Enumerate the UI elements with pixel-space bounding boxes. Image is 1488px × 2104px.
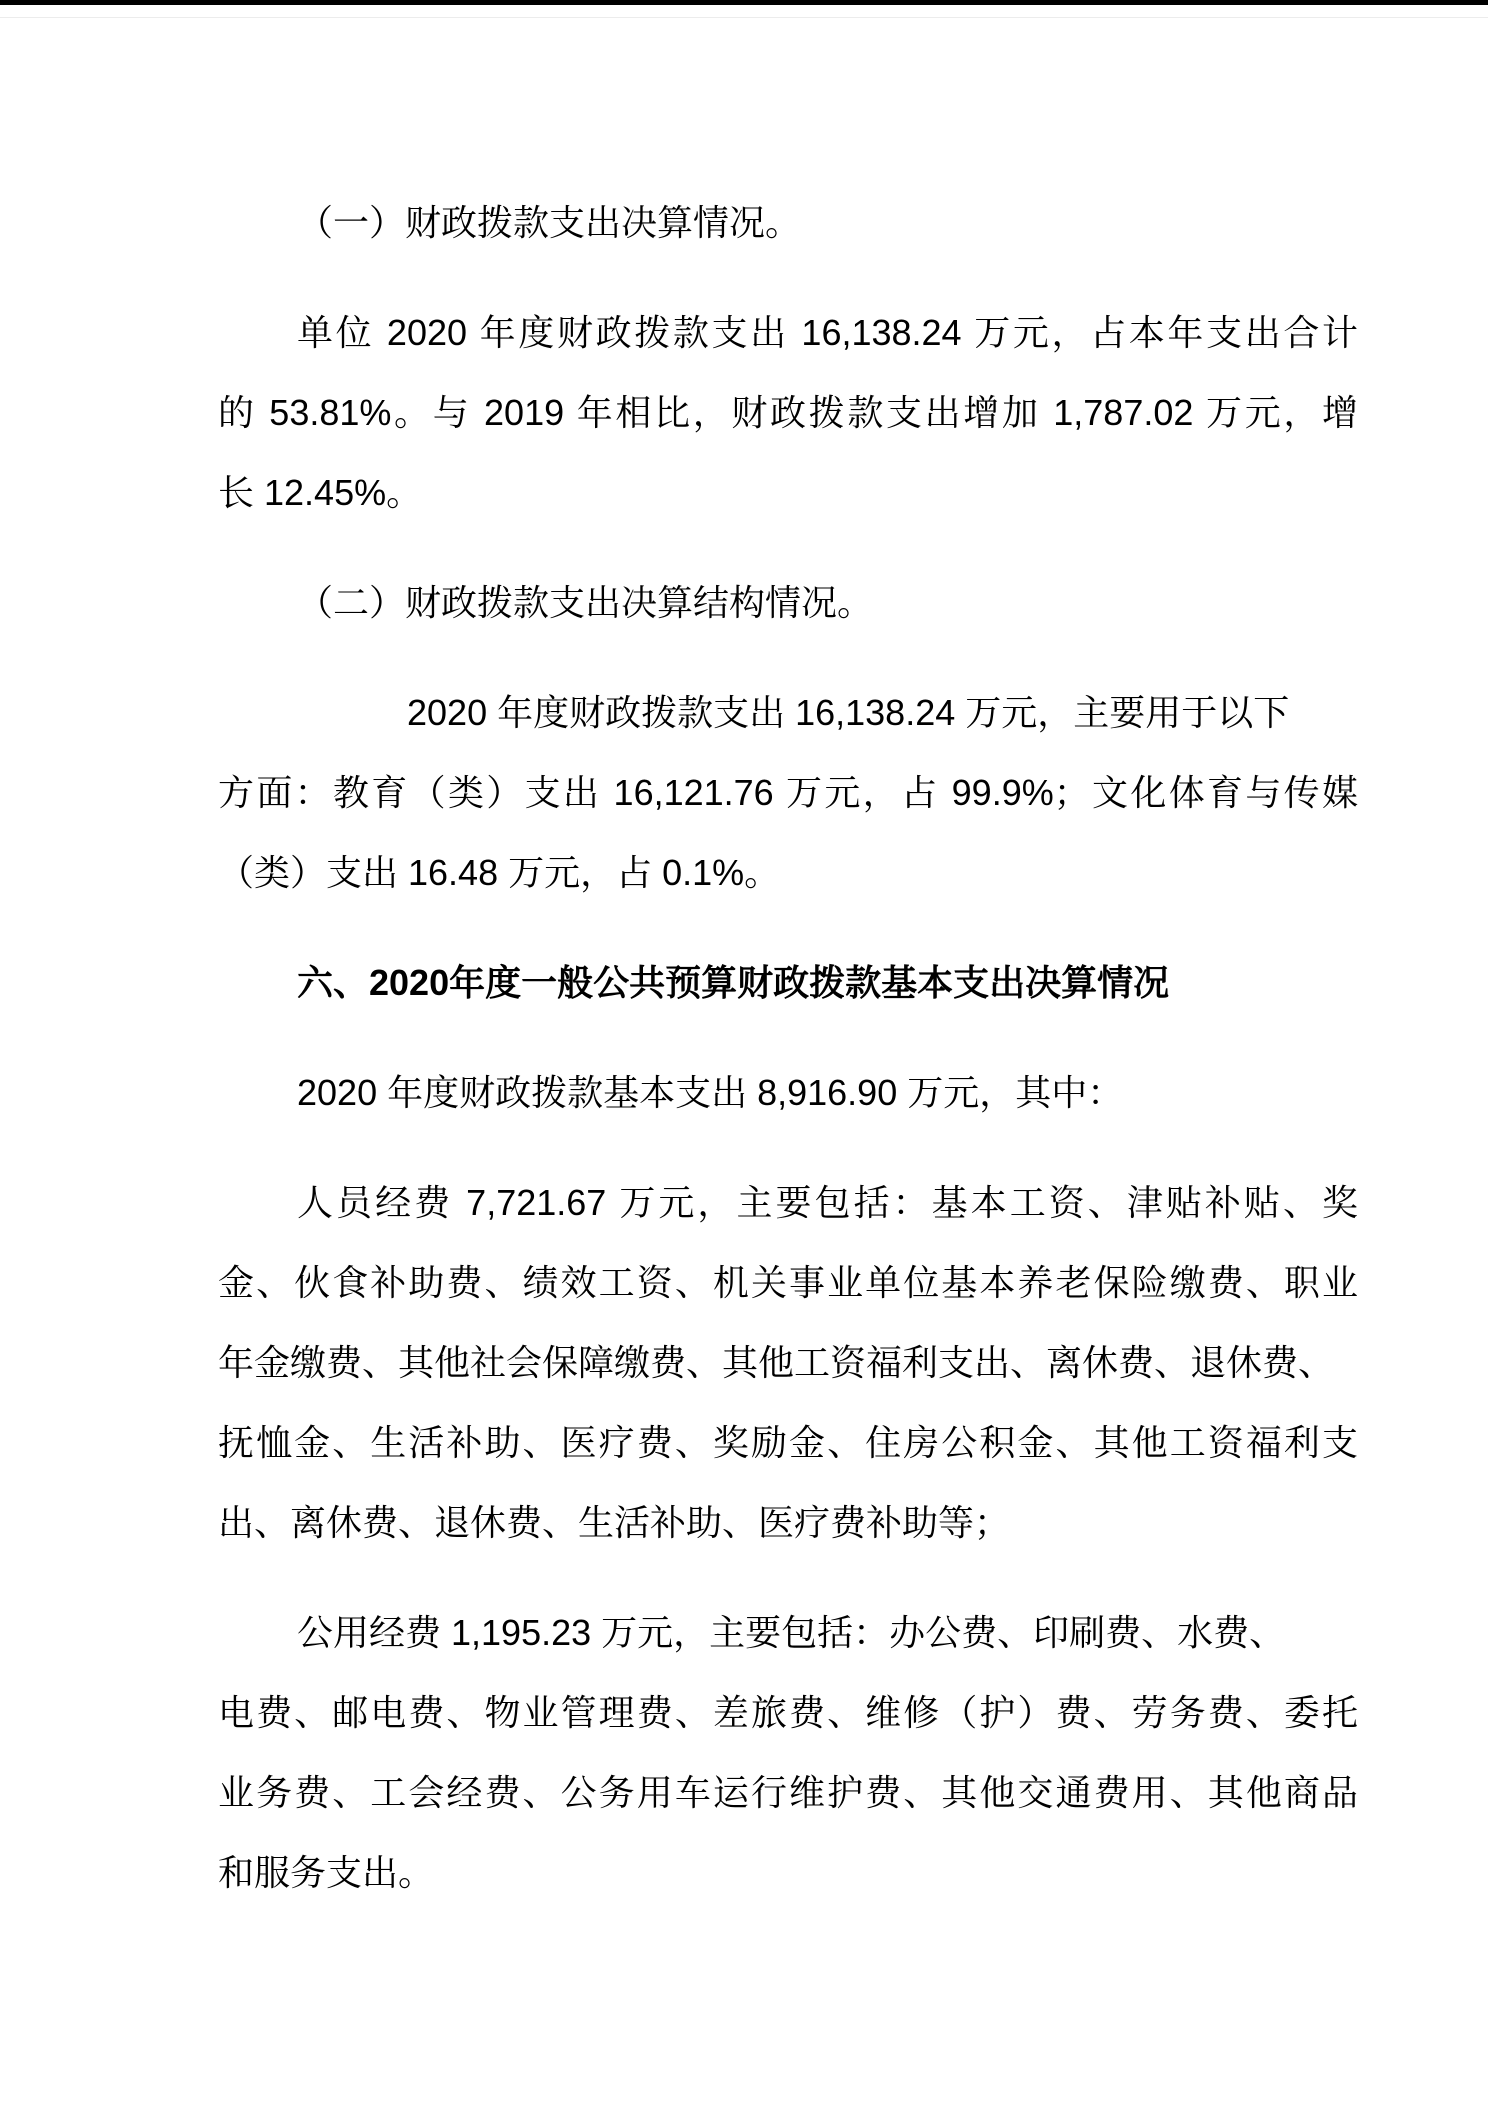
- text-line: 公用经费 1,195.23 万元，主要包括：办公费、印刷费、水费、: [297, 1612, 1286, 1653]
- section-heading-basic-expenditure: [218, 943, 1358, 1023]
- paragraph-personnel-expenses: [218, 1163, 1358, 1563]
- paragraph-expenditure-structure: [218, 673, 1358, 913]
- paragraph-fiscal-expenditure: [218, 293, 1358, 533]
- text-line: 的 53.81%。与 2019 年相比，财政拨款支出增加 1,787.02 万元，增: [218, 392, 1358, 433]
- text-line: 人员经费 7,721.67 万元，主要包括：基本工资、津贴补贴、奖: [297, 1182, 1358, 1223]
- text-line: （类）支出 16.48 万元，占 0.1%。: [218, 852, 781, 893]
- text-line: 长 12.45%。: [218, 472, 423, 513]
- text-line: 金、伙食补助费、绩效工资、机关事业单位基本养老保险缴费、职业: [218, 1262, 1358, 1303]
- text-line: 单位 2020 年度财政拨款支出 16,138.24 万元，占本年支出合计: [297, 312, 1358, 353]
- text-line: 和服务支出。: [218, 1852, 435, 1893]
- text-line: 抚恤金、生活补助、医疗费、奖励金、住房公积金、其他工资福利支: [218, 1422, 1358, 1463]
- page-top-shadow-line: [0, 17, 1488, 18]
- section-heading-2-text: （二）财政拨款支出决算结构情况。: [297, 582, 874, 623]
- text-line: 2020 年度财政拨款支出 16,138.24 万元，主要用于以下: [407, 692, 1290, 733]
- text-line: 出、离休费、退休费、生活补助、医疗费补助等；: [218, 1502, 1011, 1543]
- paragraph-public-utility-expenses: [218, 1593, 1358, 1913]
- text-line: 业务费、工会经费、公务用车运行维护费、其他交通费用、其他商品: [218, 1772, 1358, 1813]
- page-top-edge: [0, 0, 1488, 5]
- section-heading-1: [218, 183, 1358, 263]
- section-heading-1-text: （一）财政拨款支出决算情况。: [297, 202, 802, 243]
- paragraph-basic-expenditure-total: [218, 1053, 1358, 1133]
- document-content: [218, 183, 1358, 1943]
- text-line: 年金缴费、其他社会保障缴费、其他工资福利支出、离休费、退休费、: [218, 1342, 1335, 1383]
- section-heading-basic-expenditure-text: 六、2020年度一般公共预算财政拨款基本支出决算情况: [297, 962, 1170, 1003]
- text-line: 2020 年度财政拨款基本支出 8,916.90 万元，其中：: [297, 1072, 1124, 1113]
- text-line: 方面：教育（类）支出 16,121.76 万元，占 99.9%；文化体育与传媒: [218, 772, 1358, 813]
- text-line: 电费、邮电费、物业管理费、差旅费、维修（护）费、劳务费、委托: [218, 1692, 1358, 1733]
- section-heading-2: [218, 563, 1358, 643]
